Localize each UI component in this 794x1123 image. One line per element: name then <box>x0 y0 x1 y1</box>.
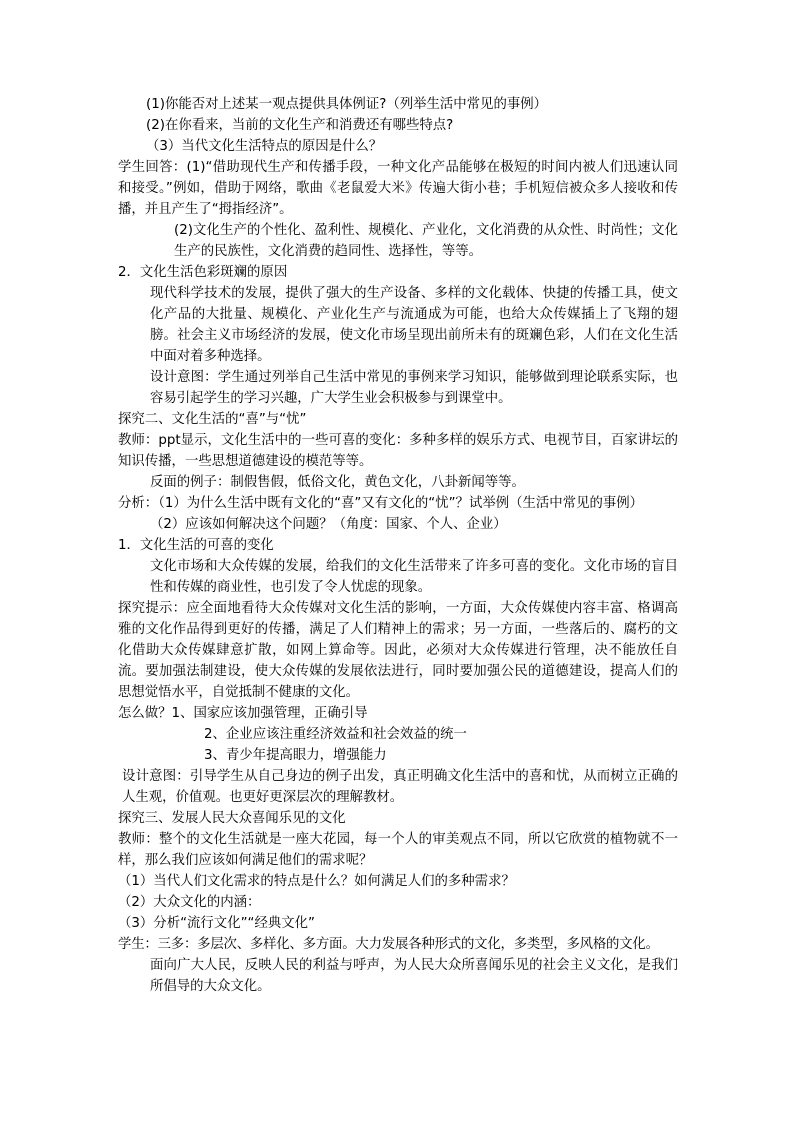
question-2: (2)在你看来，当前的文化生产和消费还有哪些特点? <box>146 118 454 133</box>
question-mass-culture: （2）大众文化的内涵： <box>118 895 261 910</box>
explore-2-heading: 探究二、文化生活的“喜”与“忧” <box>118 412 307 427</box>
design-intent-1: 设计意图：学生通过列举自己生活中常见的事例来学习知识，能够做到理论联系实际，也容易引起学生的学习兴趣，广大学生业会积极参与到课堂中。 <box>150 370 678 406</box>
question-3: （3）当代文化生活特点的原因是什么？ <box>146 139 383 154</box>
section-heading-1: 1．文化生活的可喜的变化 <box>118 538 274 553</box>
how-to-2: 2、企业应该注重经济效益和社会效益的统一 <box>204 727 467 742</box>
explore-hint: 探究提示：应全面地看待大众传媒对文化生活的影响，一方面，大众传媒使内容丰富、格调高雅的文化作品得到更好的传播，满足了人们精神上的需求；另一方面，一些落后的、腐朽的文化借助大众传媒肆意扩散，如网上算命等。因此，必须对大众传媒进行管理，决不能放任自流。要加强法制建设，使大众传媒的发展依法进行，同时要加强公民的道德建设，提高人们的思想觉悟水平，自觉抵制不健康的文化。 <box>118 601 678 700</box>
question-popular-classic: （3）分析“流行文化”“经典文化” <box>118 916 315 931</box>
how-to-1: 怎么做？1、国家应该加强管理，正确引导 <box>118 706 368 721</box>
question-needs: （1）当代人们文化需求的特点是什么？如何满足人们的多种需求？ <box>118 874 515 889</box>
analysis-2: （2）应该如何解决这个问题？（角度：国家、个人、企业） <box>150 517 507 532</box>
student-answer-2: (2)文化生产的个性化、盈利性、规模化、产业化，文化消费的从众性、时尚性；文化生产的民族性，文化消费的趋同性、选择性，等等。 <box>174 223 678 259</box>
how-to-3: 3、青少年提高眼力，增强能力 <box>204 748 387 763</box>
paragraph-technology: 现代科学技术的发展，提供了强大的生产设备、多样的文化载体、快捷的传播工具，使文化产品的大批量、规模化、产业化生产与流通成为可能，也给大众传媒插上了飞翔的翅膀。社会主义市场经济的发展，使文化市场呈现出前所未有的斑斓色彩，人们在文化生活中面对着多种选择。 <box>150 286 678 364</box>
explore-3-heading: 探究三、发展人民大众喜闻乐见的文化 <box>118 811 346 826</box>
section-heading-2: 2．文化生活色彩斑斓的原因 <box>118 265 288 280</box>
mass-culture-definition: 面向广大人民，反映人民的利益与呼声，为人民大众所喜闻乐见的社会主义文化，是我们所倡导的大众文化。 <box>150 958 678 994</box>
student-answer-1: 学生回答：(1)“借助现代生产和传播手段，一种文化产品能够在极短的时间内被人们迅速认同和接受。”例如，借助于网络，歌曲《老鼠爱大米》传遍大街小巷；手机短信被众多人接收和传播，并且产生了“拇指经济”。 <box>118 160 678 217</box>
document-page <box>118 94 678 997</box>
negative-examples: 反面的例子：制假售假，低俗文化，黄色文化，八卦新闻等等。 <box>150 475 525 490</box>
design-intent-2: 设计意图：引导学生从自己身边的例子出发，真正明确文化生活中的喜和忧，从而树立正确的人生观，价值观。也更好更深层次的理解教材。 <box>122 769 678 805</box>
teacher-garden: 教师：整个的文化生活就是一座大花园，每一个人的审美观点不同，所以它欣赏的植物就不一样，那么我们应该如何满足他们的需求呢？ <box>118 832 678 868</box>
paragraph-market: 文化市场和大众传媒的发展，给我们的文化生活带来了许多可喜的变化。文化市场的盲目性和传媒的商业性，也引发了令人忧虑的现象。 <box>150 559 678 595</box>
teacher-ppt: 教师：ppt显示，文化生活中的一些可喜的变化：多种多样的娱乐方式、电视节目，百家讲坛的知识传播，一些思想道德建设的模范等等。 <box>118 433 678 469</box>
analysis-1: 分析：（1）为什么生活中既有文化的“喜”又有文化的“忧”？试举例（生活中常见的事例） <box>118 496 644 511</box>
student-three-many: 学生：三多：多层次、多样化、多方面。大力发展各种形式的文化，多类型，多风格的文化。 <box>118 937 659 952</box>
question-1: (1)你能否对上述某一观点提供具体例证?（列举生活中常见的事例） <box>146 97 548 112</box>
